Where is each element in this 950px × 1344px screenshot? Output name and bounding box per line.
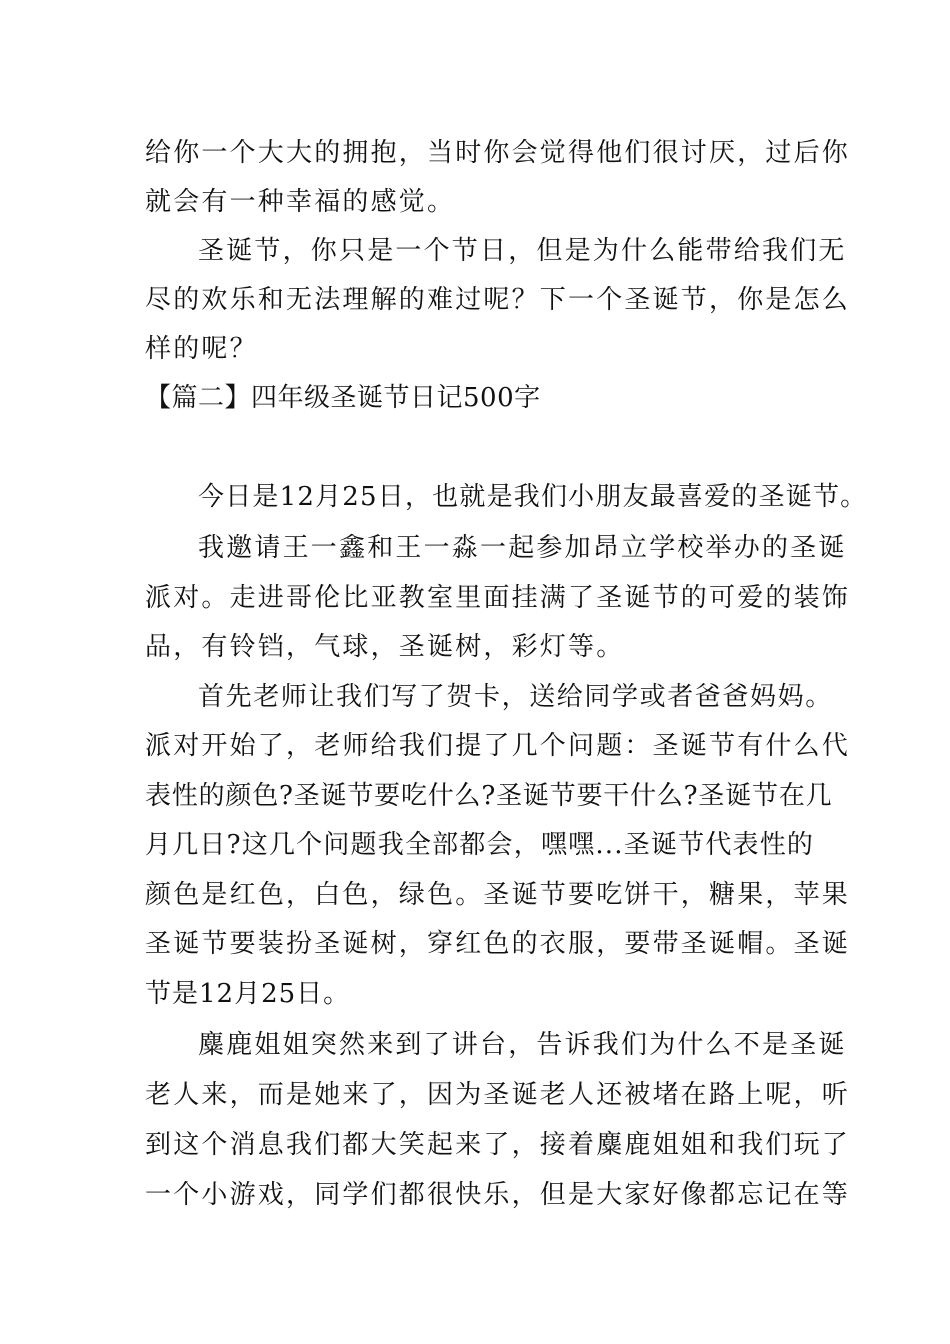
paragraph-line: 就会有一种幸福的感觉。 (145, 187, 456, 217)
paragraph-line: 麋鹿姐姐突然来到了讲台，告诉我们为什么不是圣诞 (198, 1030, 847, 1060)
paragraph-line: 样的呢？ (145, 334, 258, 364)
paragraph-line: 给你一个大大的拥抱，当时你会觉得他们很讨厌，过后你 (145, 138, 851, 168)
paragraph-line: 颜色是红色，白色，绿色。圣诞节要吃饼干，糖果，苹果 (145, 880, 851, 910)
paragraph-line: 月几日?这几个问题我全部都会，嘿嘿...圣诞节代表性的 (145, 830, 815, 860)
paragraph-line: 圣诞节，你只是一个节日，但是为什么能带给我们无 (198, 236, 847, 266)
paragraph-line: 圣诞节要装扮圣诞树，穿红色的衣服，要带圣诞帽。圣诞 (145, 929, 851, 959)
paragraph-line: 今日是12月25日，也就是我们小朋友最喜爱的圣诞节。 (198, 482, 868, 512)
paragraph-line: 到这个消息我们都大笑起来了，接着麋鹿姐姐和我们玩了 (145, 1130, 851, 1160)
paragraph-line: 老人来，而是她来了，因为圣诞老人还被堵在路上呢，听 (145, 1080, 851, 1110)
paragraph-line: 表性的颜色?圣诞节要吃什么?圣诞节要干什么?圣诞节在几 (145, 781, 833, 811)
paragraph-line: 节是12月25日。 (145, 979, 351, 1009)
paragraph-line: 品，有铃铛，气球，圣诞树，彩灯等。 (145, 632, 625, 662)
section-heading: 【篇二】四年级圣诞节日记500字 (145, 383, 541, 413)
paragraph-line: 一个小游戏，同学们都很快乐，但是大家好像都忘记在等 (145, 1180, 851, 1210)
paragraph-line: 首先老师让我们写了贺卡，送给同学或者爸爸妈妈。 (198, 682, 833, 712)
paragraph-line: 派对开始了，老师给我们提了几个问题：圣诞节有什么代 (145, 731, 851, 761)
paragraph-line: 派对。走进哥伦比亚教室里面挂满了圣诞节的可爱的装饰 (145, 583, 851, 613)
paragraph-line: 尽的欢乐和无法理解的难过呢？下一个圣诞节，你是怎么 (145, 285, 851, 315)
paragraph-line: 我邀请王一鑫和王一淼一起参加昂立学校举办的圣诞 (198, 533, 847, 563)
